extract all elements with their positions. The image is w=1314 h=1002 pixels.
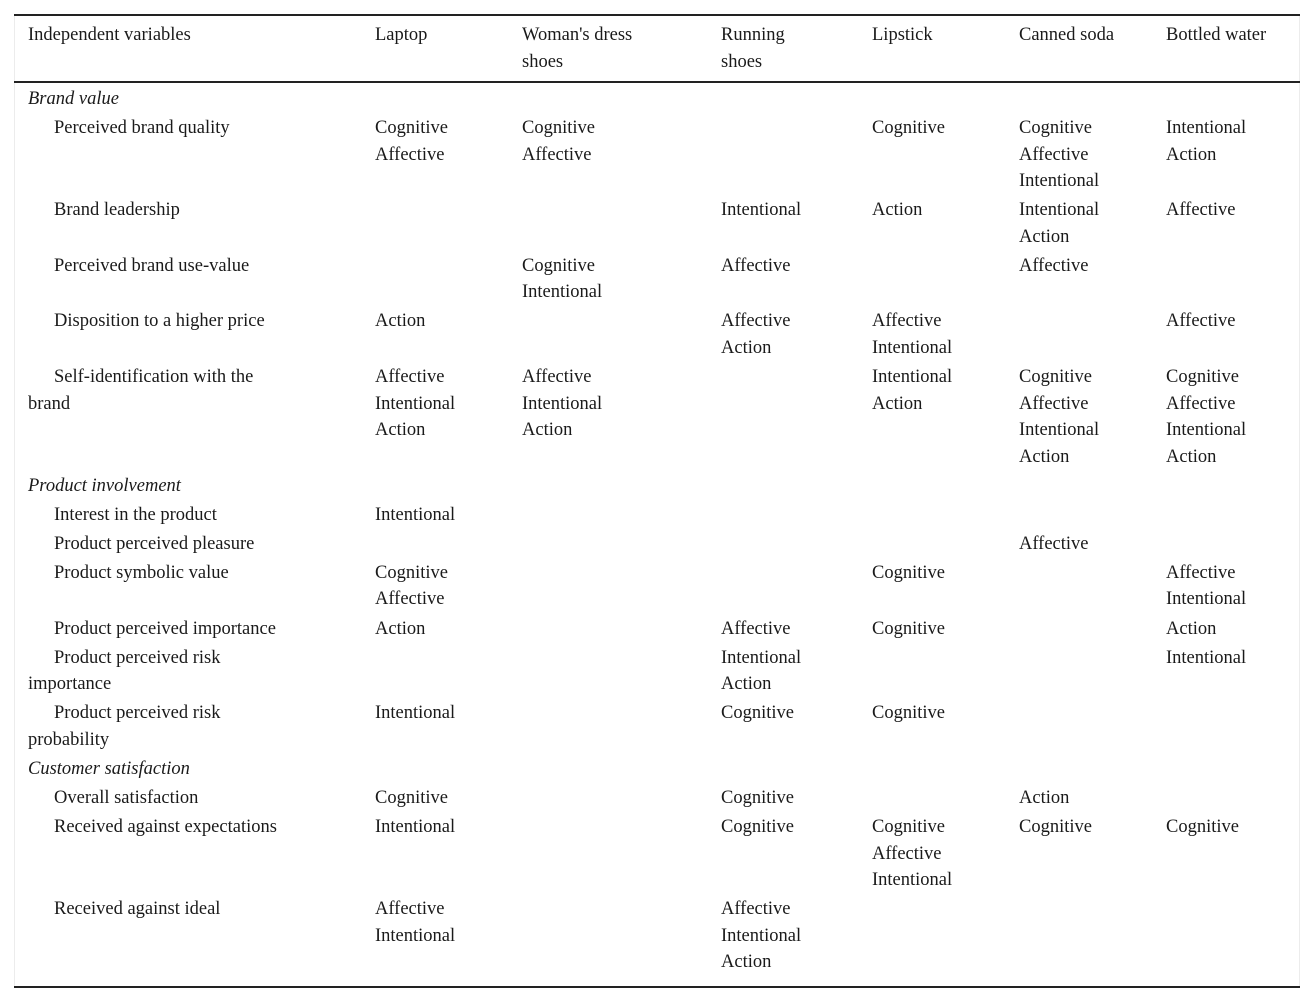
table-cell [522, 364, 602, 444]
row-label-line: Perceived brand use-value [54, 255, 250, 276]
row-label-line: Received against ideal [54, 899, 221, 920]
row-label [28, 308, 265, 335]
table-cell-line: Cognitive [721, 817, 794, 837]
row-label-line: importance [28, 674, 112, 695]
table-cell-line: Cognitive [721, 787, 794, 808]
table-cell [1019, 364, 1099, 470]
table-cell [1019, 785, 1069, 812]
table-cell-line: Action [522, 420, 573, 440]
table-cell-line: Intentional [375, 504, 456, 525]
table-cell [522, 115, 595, 168]
table-cell [721, 616, 791, 643]
table-cell [1019, 253, 1089, 280]
row-label-line: Brand leadership [54, 200, 180, 221]
table-cell-line: Affective [1019, 393, 1089, 414]
table-cell [375, 616, 425, 643]
table-top-rule [14, 14, 1300, 16]
column-header-line: Woman's dress [522, 25, 633, 45]
table-bottom-rule [14, 986, 1300, 988]
table-cell [721, 785, 794, 812]
table-cell-line: Cognitive [721, 703, 794, 724]
table-cell-line: Action [1019, 226, 1070, 247]
table-cell [872, 616, 945, 643]
table-cell [721, 814, 794, 841]
table-cell-line: Action [375, 420, 426, 440]
row-label-line: Self-identification with the [54, 367, 254, 387]
table-cell-line: Affective [1166, 311, 1236, 332]
table-cell-line: Cognitive [872, 562, 945, 583]
table-cell-line: Intentional [375, 393, 456, 414]
table-cell-line: Cognitive [522, 118, 595, 139]
table-cell [872, 197, 922, 224]
table-cell [721, 197, 801, 224]
table-cell [1166, 645, 1246, 672]
table-cell-line: Affective [721, 618, 791, 639]
table-cell-line: Affective [522, 367, 592, 387]
row-label-line: Product perceived pleasure [54, 533, 255, 554]
table-cell-line: Intentional [522, 282, 603, 303]
table-cell-line: Action [1019, 446, 1070, 467]
table-cell-line: Affective [375, 144, 445, 165]
column-header-line: Lipstick [872, 25, 933, 45]
table-cell-line: Intentional [522, 393, 603, 414]
table-cell-line: Affective [522, 144, 592, 165]
row-label-line: Interest in the product [54, 504, 217, 525]
table-cell-line: Intentional [721, 647, 802, 668]
table-cell [375, 364, 455, 444]
table-cell [721, 253, 791, 280]
section-title: Brand value [28, 89, 119, 109]
column-header-line: Bottled water [1166, 25, 1267, 45]
column-header [872, 22, 933, 49]
column-header-line: shoes [721, 51, 763, 72]
table-cell-line: Cognitive [872, 618, 945, 639]
table-cell-line: Cognitive [1019, 817, 1092, 837]
row-label [28, 700, 220, 753]
table-cell [375, 560, 448, 613]
row-label [28, 115, 230, 142]
table-cell-line: Cognitive [522, 255, 595, 276]
table-cell [1166, 197, 1236, 224]
table-cell-line: Intentional [375, 925, 456, 946]
table-cell-line: Action [872, 200, 923, 221]
row-label [28, 197, 180, 224]
table-cell [1166, 814, 1239, 841]
row-label-line: Product perceived risk [54, 703, 221, 724]
table-cell-line: Action [1166, 618, 1217, 639]
column-header [1019, 22, 1114, 49]
table-cell-line: Cognitive [375, 118, 448, 139]
table-cell [1166, 364, 1246, 470]
table-cell-line: Intentional [872, 367, 953, 387]
table-cell-line: Intentional [375, 703, 456, 724]
table-cell-line: Affective [1019, 533, 1089, 554]
table-cell-line: Cognitive [375, 562, 448, 583]
table-cell-line: Action [375, 311, 426, 332]
table-cell-line: Intentional [1019, 420, 1100, 440]
row-label-line: Overall satisfaction [54, 787, 199, 808]
table-cell [721, 308, 791, 361]
column-header [1166, 22, 1266, 49]
table-cell-line: Intentional [1019, 171, 1100, 192]
column-header [28, 22, 191, 49]
table-cell-line: Cognitive [1166, 817, 1239, 837]
row-label-line: brand [28, 393, 71, 414]
table-cell-line: Intentional [721, 200, 802, 221]
table-cell-line: Intentional [1166, 420, 1247, 440]
row-label [28, 616, 276, 643]
table-cell-line: Cognitive [1019, 118, 1092, 139]
table-cell-line: Affective [872, 311, 942, 332]
table-cell [872, 700, 945, 727]
table-cell-line: Intentional [721, 925, 802, 946]
row-label [28, 531, 254, 558]
section-title: Customer satisfaction [28, 758, 190, 779]
table-cell [375, 785, 448, 812]
column-header [522, 22, 632, 75]
table-cell [1166, 616, 1216, 643]
row-label [28, 502, 217, 529]
table-cell-line: Affective [1166, 562, 1236, 583]
row-label [28, 785, 198, 812]
table-cell [721, 645, 801, 698]
table-cell [1166, 560, 1246, 613]
table-cell-line: Affective [721, 255, 791, 276]
table-cell-line: Affective [375, 899, 445, 920]
table-cell-line: Cognitive [872, 817, 945, 837]
table-cell-line: Affective [375, 589, 445, 610]
table-cell-line: Intentional [375, 817, 456, 837]
table-cell [375, 502, 455, 529]
table-cell-line: Affective [872, 843, 942, 864]
table-cell [375, 896, 455, 949]
row-label [28, 896, 220, 923]
table-cell [1166, 308, 1236, 335]
table-cell-line: Affective [1019, 255, 1089, 276]
table-cell [375, 308, 425, 335]
table-cell-line: Action [1166, 144, 1217, 165]
table-cell [375, 814, 455, 841]
table-cell-line: Cognitive [872, 118, 945, 139]
table-cell-line: Action [872, 393, 923, 414]
row-label [28, 814, 277, 841]
row-label-line: Product perceived risk [54, 647, 221, 668]
table-cell [1019, 115, 1099, 195]
table-cell-line: Cognitive [1019, 367, 1092, 387]
row-label-line: Disposition to a higher price [54, 311, 265, 332]
table-cell [872, 115, 945, 142]
table-cell [1019, 531, 1089, 558]
table-cell [872, 560, 945, 587]
table-cell [872, 308, 952, 361]
row-label-line: Perceived brand quality [54, 118, 230, 139]
column-header-line: shoes [522, 51, 564, 72]
table-cell-line: Action [1166, 446, 1217, 467]
table-cell-line: Cognitive [1166, 367, 1239, 387]
table-cell-line: Intentional [1019, 200, 1100, 221]
table-cell-line: Intentional [1166, 118, 1247, 139]
row-label [28, 253, 249, 280]
table-cell-line: Intentional [1166, 647, 1247, 668]
table-cell [375, 700, 455, 727]
table-cell [1166, 115, 1246, 168]
row-label-line: probability [28, 729, 110, 750]
table-cell-line: Affective [721, 311, 791, 332]
table-cell [375, 115, 448, 168]
table-cell [721, 700, 794, 727]
table-cell-line: Intentional [872, 337, 953, 358]
table-cell-line: Action [1019, 787, 1070, 808]
table-cell-line: Intentional [1166, 589, 1247, 610]
row-label [28, 645, 220, 698]
column-header-line: Laptop [375, 25, 428, 45]
table-cell-line: Affective [1166, 393, 1236, 414]
column-header-line: Independent variables [28, 25, 191, 45]
table-cell-line: Cognitive [375, 787, 448, 808]
table-cell-line: Action [721, 952, 772, 973]
section-title: Product involvement [28, 475, 181, 496]
row-label-line: Product perceived importance [54, 618, 276, 639]
table-cell-line: Affective [1019, 144, 1089, 165]
column-header [721, 22, 785, 75]
table-cell-line: Intentional [872, 870, 953, 890]
table-header-rule [14, 81, 1300, 83]
column-header-line: Running [721, 25, 785, 45]
table-cell-line: Affective [375, 367, 445, 387]
table-cell-line: Affective [721, 899, 791, 920]
table-cell [872, 814, 952, 894]
row-label-line: Received against expectations [54, 817, 277, 837]
row-label-line: Product symbolic value [54, 562, 229, 583]
table-cell-line: Cognitive [872, 703, 945, 724]
table-cell-line: Action [721, 674, 772, 695]
column-header [375, 22, 427, 49]
table-cell-line: Action [375, 618, 426, 639]
table-cell [1019, 814, 1092, 841]
table-cell [1019, 197, 1099, 250]
column-header-line: Canned soda [1019, 25, 1115, 45]
table-cell [872, 364, 952, 417]
table-cell [721, 896, 801, 976]
table-cell [522, 253, 602, 306]
table-cell-line: Affective [1166, 200, 1236, 221]
row-label [28, 364, 253, 417]
table-cell-line: Action [721, 337, 772, 358]
row-label [28, 560, 229, 587]
